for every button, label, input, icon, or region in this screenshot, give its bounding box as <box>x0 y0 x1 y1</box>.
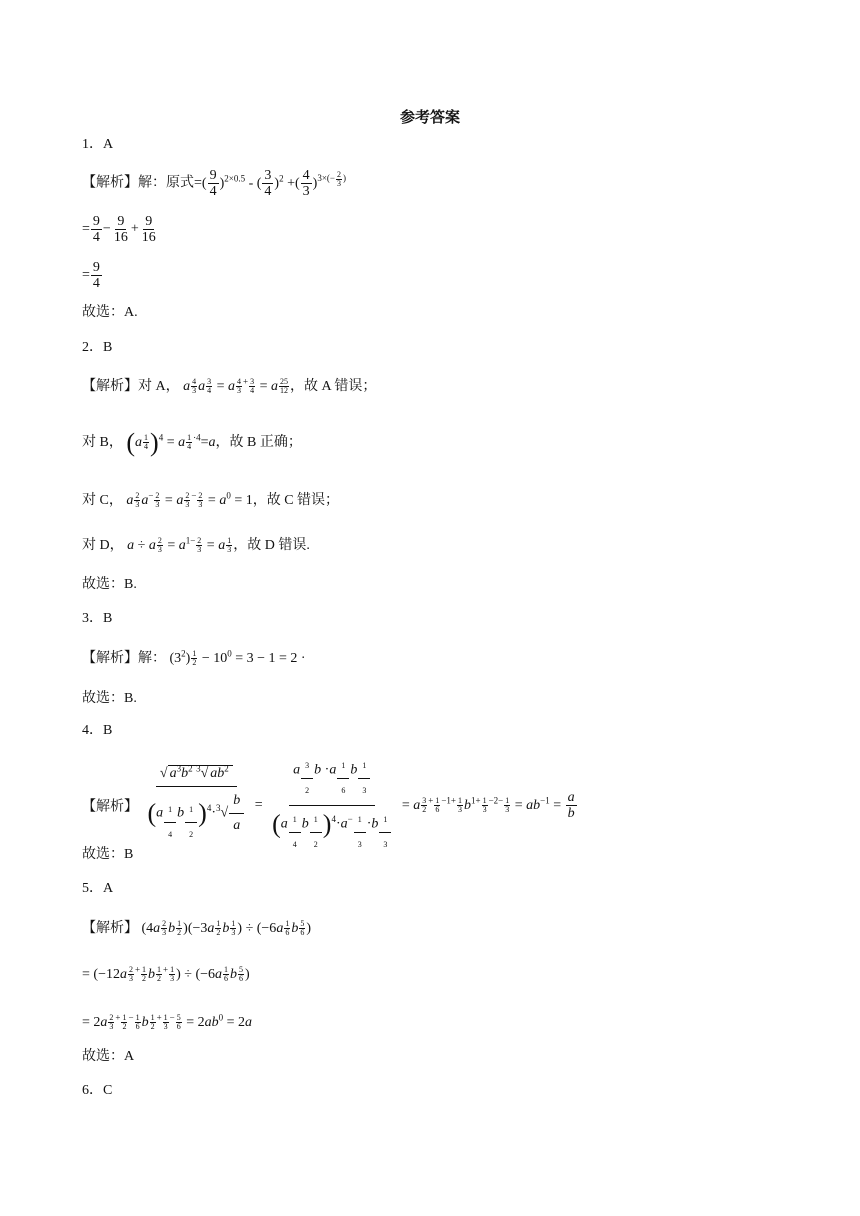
q1-expression: ( $\frac{9}{4}$ )$^{2\times 0.5}$ - ( $\frac{3}{4}$ )$^2$ +( $\frac{4}{3}$ )$^{3\times(- \frac{2}{3} )}$ <box>201 168 346 199</box>
q2-item-c: 对 C， a $\frac{2}{3}$ a− $\frac{2}{3}$ = a $\frac{2}{3}$ − $\frac{2}{3}$ = $a^0 = 1$，故 C 错误； <box>82 490 340 510</box>
q3-analysis: 【解析】解： $(3^2)$ $\frac{1}{2}$ − $10^0 = 3 - 1 = 2$ · <box>82 648 306 668</box>
q1-choose: 故选：A. <box>82 305 138 320</box>
q3-header: 3．B <box>82 611 113 626</box>
q1-step2: = $\frac{9}{4}$ − $\frac{9}{16}$ + $\frac{9}{16}$ <box>82 214 156 245</box>
q5-choose: 故选：A <box>82 1049 135 1064</box>
q2-item-b: 对 B， (a $\frac{1}{4}$ )$^4$ = a $\frac{1}{4}$ $^{\cdot 4}$=a，故 B 正确； <box>82 427 302 457</box>
q5-header: 5．A <box>82 881 114 896</box>
q1-analysis-label: 【解析】解：原式= <box>82 175 202 191</box>
q2-item-d: 对 D， a ÷ a $\frac{2}{3}$ = $a^{1-}$ $\frac{2}{3}$ = a $\frac{1}{3}$ ，故 D 错误. <box>82 535 310 555</box>
page-title: 参考答案 <box>399 110 460 126</box>
q2-choose: 故选：B. <box>82 577 137 592</box>
q2-header: 2．B <box>82 340 113 355</box>
q4-choose: 故选：B <box>82 847 134 862</box>
q4-header: 4．B <box>82 723 113 738</box>
q5-analysis: 【解析】 (4a $\frac{2}{3}$ b $\frac{1}{2}$ )(−3a $\frac{1}{2}$ b $\frac{1}{3}$ ) ÷ (−6a $\frac{1}{6}$ b $\frac{5}{6}$ ) <box>82 919 311 938</box>
q1-step3: = $\frac{9}{4}$ <box>82 260 100 291</box>
q5-step3: = 2a $\frac{2}{3}$ + $\frac{1}{2}$ − $\frac{1}{6}$ b $\frac{1}{2}$ + $\frac{1}{3}$ − $\frac{5}{6}$ = $2ab^0 = 2a$ <box>82 1012 253 1032</box>
q6-header: 6．C <box>82 1083 113 1098</box>
q2-item-a: 【解析】对 A， a $\frac{4}{3}$ a $\frac{3}{4}$ = a $\frac{4}{3}$ + $\frac{3}{4}$ = a $\frac{25}{12}$ ，故 A 错误； <box>82 376 377 396</box>
q5-step2: = (−12a $\frac{2}{3}$ + $\frac{1}{2}$ b $\frac{1}{2}$ + $\frac{1}{3}$ ) ÷ (−6a $\frac{1}{6}$ b $\frac{5}{6}$ ) <box>82 964 250 984</box>
q1-analysis-line <box>82 168 346 199</box>
q1-header: 1．A <box>82 137 114 152</box>
q3-choose: 故选：B. <box>82 691 137 706</box>
q4-analysis: 【解析】 √ $a^3b^2$ $^3$√ $ab^2$ (a $\frac{1}{4}$ b $\frac{1}{2}$ )$^4$·$^3$√ $\frac{b}{a}$ = a $\frac{3}{2}$ b ·a $\frac{1}{6}$ b $\frac{1}{3}$ (a $\frac{1}{4}$ b $\frac{1}{2}$ )$^4$·a− $\frac{1}{3}$ ·b $\frac{1}{3}$ = a $\frac{3}{2}$ + $\frac{1}{6}$ $^{-1+}$ $\frac{1}{3}$ $b^{1+}$ $\frac{1}{3}$ $^{-2-}$ $\frac{1}{3}$ = $ab^{-1}$ = $\frac{a}{b}$ <box>82 752 578 859</box>
